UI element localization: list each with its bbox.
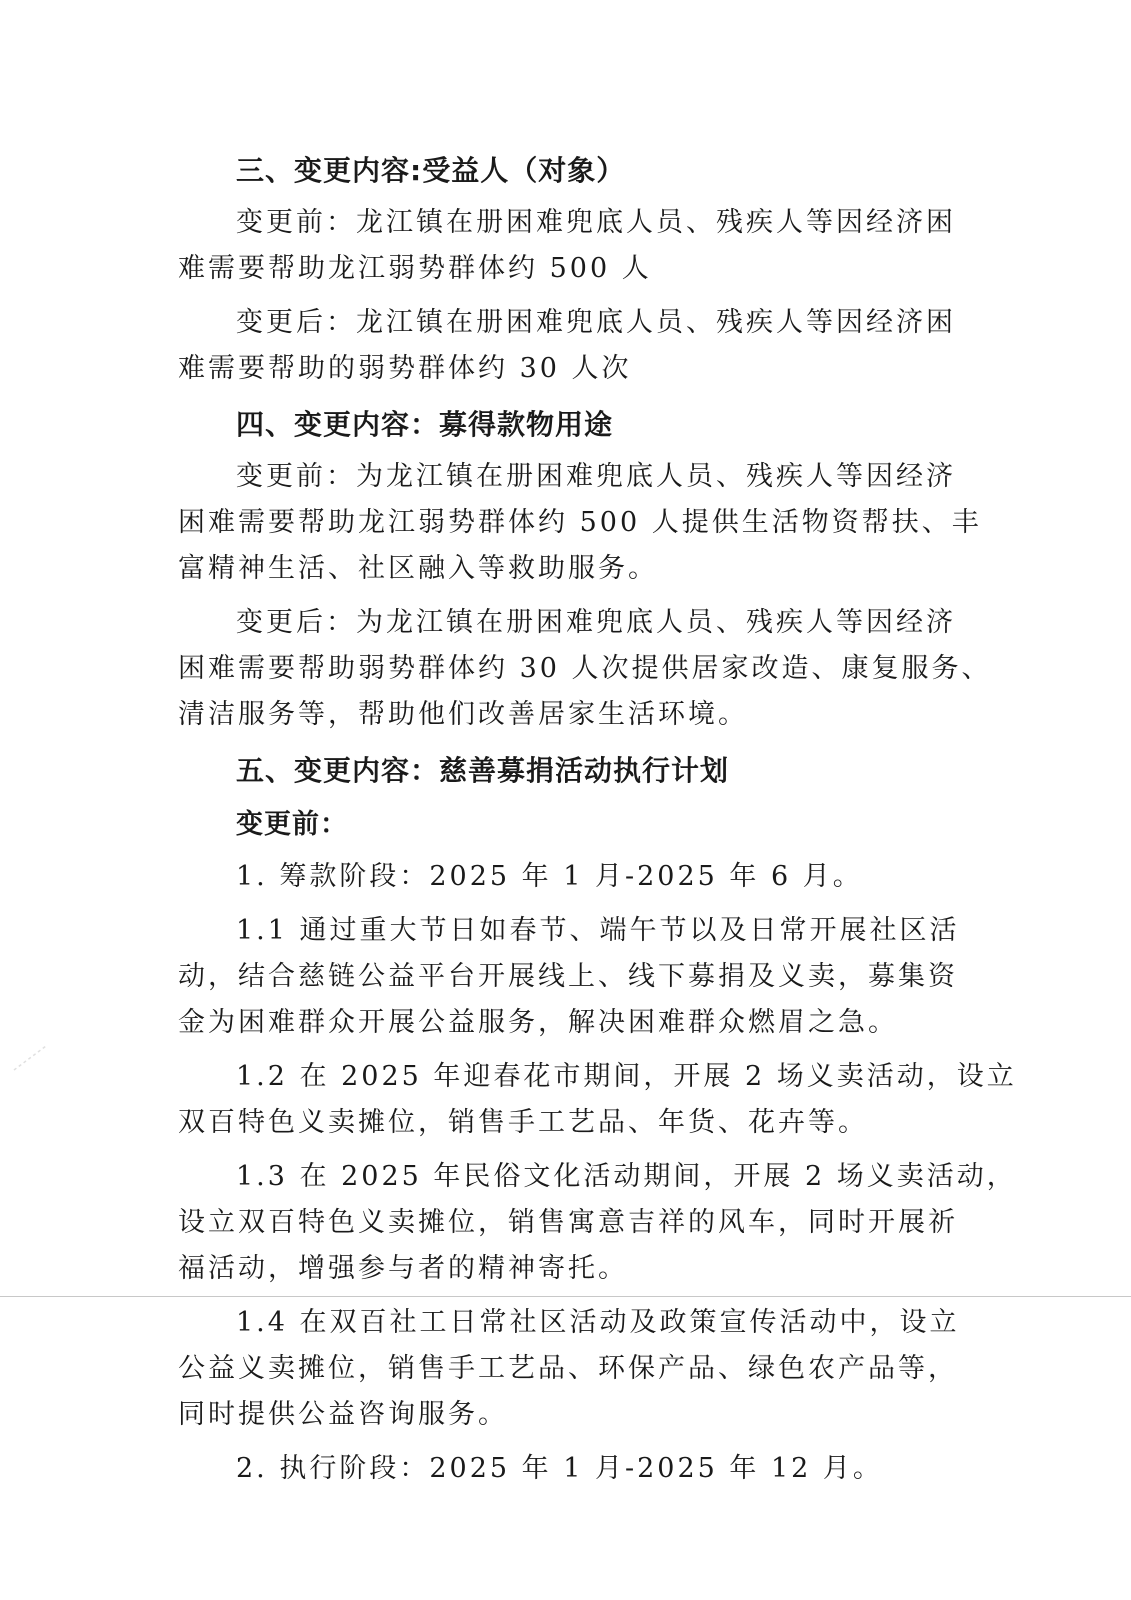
text-line: 困难需要帮助弱势群体约 30 人次提供居家改造、康复服务、	[178, 653, 992, 684]
text-line: 福活动，增强参与者的精神寄托。	[178, 1253, 628, 1284]
item-1-3	[178, 1154, 1017, 1292]
section-4-after	[178, 600, 992, 738]
text-line: 1. 筹款阶段：2025 年 1 月-2025 年 6 月。	[236, 861, 863, 892]
text-line: 富精神生活、社区融入等救助服务。	[178, 553, 658, 584]
text-line: 动，结合慈链公益平台开展线上、线下募捐及义卖，募集资	[178, 961, 958, 992]
text-line: 变更后：龙江镇在册困难兜底人员、残疾人等因经济困	[236, 307, 956, 338]
text-line: 1.2 在 2025 年迎春花市期间，开展 2 场义卖活动，设立	[236, 1061, 1017, 1092]
section-4-before	[178, 454, 982, 592]
item-1	[178, 854, 948, 900]
scan-fold-line	[0, 1296, 1131, 1297]
section-4-heading: 四、变更内容：募得款物用途	[236, 408, 614, 441]
section-5-before-label: 变更前：	[236, 809, 348, 840]
text-line: 1.3 在 2025 年民俗文化活动期间，开展 2 场义卖活动，	[236, 1161, 1017, 1192]
section-5-heading: 五、变更内容：慈善募捐活动执行计划	[236, 754, 730, 787]
scan-speck	[10, 1040, 50, 1076]
item-1-1	[178, 908, 960, 1046]
section-3-heading: 三、变更内容:受益人（对象）	[236, 154, 626, 187]
text-line: 难需要帮助的弱势群体约 30 人次	[178, 353, 632, 384]
text-line: 设立双百特色义卖摊位，销售寓意吉祥的风车，同时开展祈	[178, 1207, 958, 1238]
text-line: 公益义卖摊位，销售手工艺品、环保产品、绿色农产品等，	[178, 1353, 958, 1384]
text-line: 困难需要帮助龙江弱势群体约 500 人提供生活物资帮扶、丰	[178, 507, 982, 538]
text-line: 清洁服务等，帮助他们改善居家生活环境。	[178, 699, 748, 730]
section-3-after	[178, 300, 956, 392]
text-line: 1.4 在双百社工日常社区活动及政策宣传活动中，设立	[236, 1307, 960, 1338]
text-line: 2. 执行阶段：2025 年 1 月-2025 年 12 月。	[236, 1453, 883, 1484]
item-1-4	[178, 1300, 960, 1438]
text-line: 变更前：龙江镇在册困难兜底人员、残疾人等因经济困	[236, 207, 956, 238]
text-line: 难需要帮助龙江弱势群体约 500 人	[178, 253, 652, 284]
text-line: 同时提供公益咨询服务。	[178, 1399, 508, 1430]
text-line: 金为困难群众开展公益服务，解决困难群众燃眉之急。	[178, 1007, 898, 1038]
text-line: 变更前：为龙江镇在册困难兜底人员、残疾人等因经济	[236, 461, 956, 492]
section-3-before	[178, 200, 956, 292]
item-2	[178, 1446, 948, 1492]
text-line: 变更后：为龙江镇在册困难兜底人员、残疾人等因经济	[236, 607, 956, 638]
text-line: 1.1 通过重大节日如春节、端午节以及日常开展社区活	[236, 915, 960, 946]
item-1-2	[178, 1054, 1017, 1146]
text-line: 双百特色义卖摊位，销售手工艺品、年货、花卉等。	[178, 1107, 868, 1138]
